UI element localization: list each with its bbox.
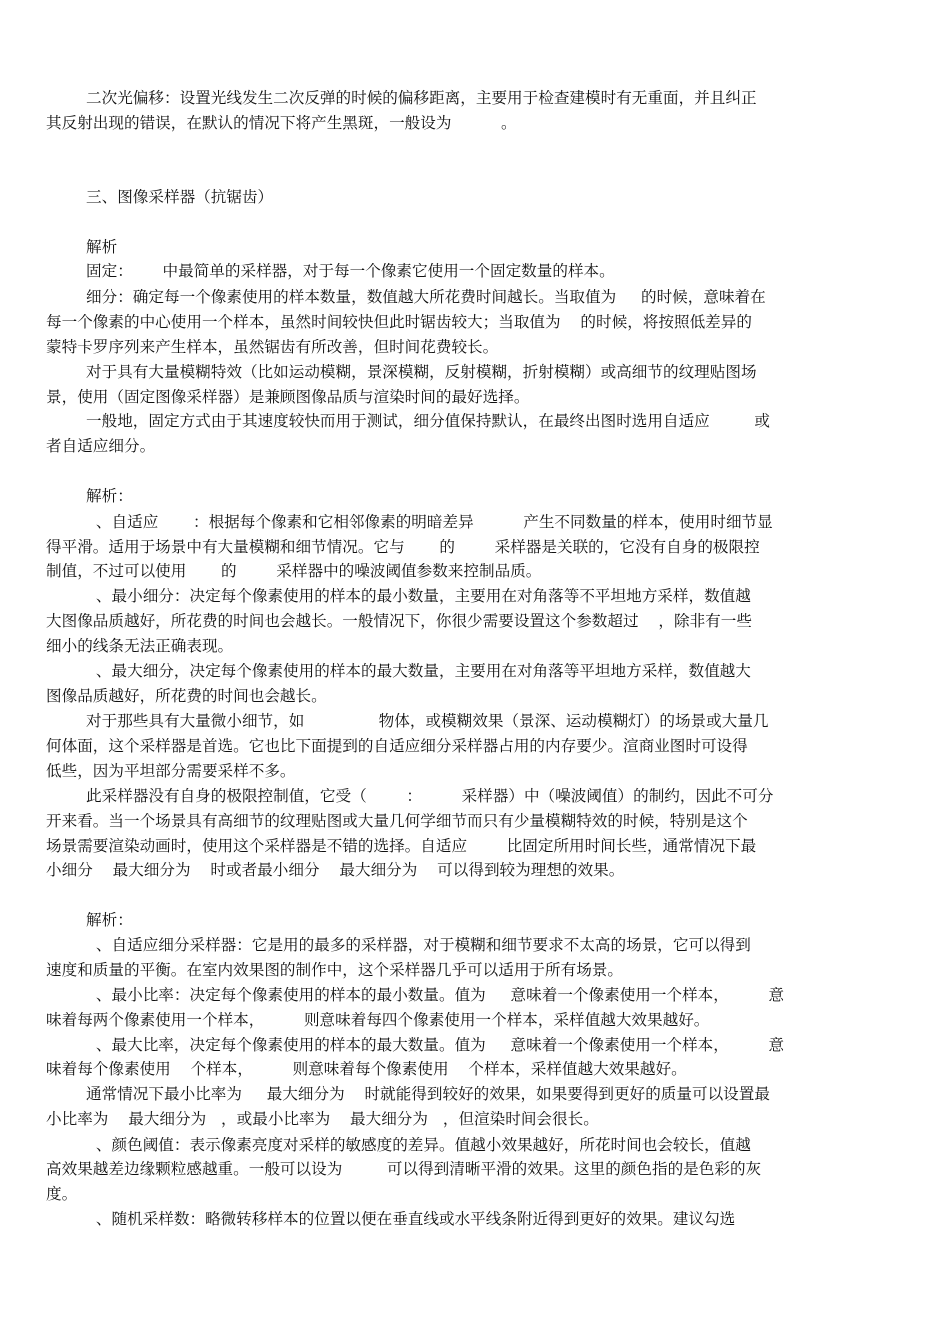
text-line: 图像品质越好，所花费的时间也会越长。 xyxy=(46,687,327,705)
text-line: 度。 xyxy=(46,1185,78,1203)
text-line: 此采样器没有自身的极限控制值，它受（ ： 采样器）中（噪波阈值）的制约，因此不可分 xyxy=(86,787,774,805)
text-line: 、最大细分，决定每个像素使用的样本的最大数量，主要用在对角落等平坦地方采样，数值越大 xyxy=(86,662,751,680)
text-line: 、最小比率：决定每个像素使用的样本的最小数量。值为 意味着一个像素使用一个样本， 意 xyxy=(86,986,785,1004)
text-line: 、自适应 ：根据每个像素和它相邻像素的明暗差异 产生不同数量的样本，使用时细节显 xyxy=(86,513,773,531)
text-line: 解析 xyxy=(86,238,118,256)
text-line: 解析： xyxy=(86,487,133,505)
text-line: 一般地，固定方式由于其速度较快而用于测试，细分值保持默认，在最终出图时选用自适应 或 xyxy=(86,412,770,430)
text-line: 二次光偏移：设置光线发生二次反弹的时候的偏移距离，主要用于检查建模时有无重面，并且纠正 xyxy=(86,89,757,107)
text-line: 蒙特卡罗序列来产生样本，虽然锯齿有所改善，但时间花费较长。 xyxy=(46,338,499,356)
text-line: 得平滑。适用于场景中有大量模糊和细节情况。它与 的 采样器是关联的，它没有自身的极限控 xyxy=(46,538,760,556)
text-line: 味着每个像素使用 个样本， 则意味着每个像素使用 个样本，采样值越大效果越好。 xyxy=(46,1060,687,1078)
text-line: 场景需要渲染动画时，使用这个采样器是不错的选择。自适应 比固定所用时间长些，通常情况下最 xyxy=(46,837,757,855)
text-line: 、最大比率，决定每个像素使用的样本的最大数量。值为 意味着一个像素使用一个样本， 意 xyxy=(86,1036,785,1054)
text-line: 大图像品质越好，所花费的时间也会越长。一般情况下，你很少需要设置这个参数超过 ，除非有一些 xyxy=(46,612,752,630)
text-line: 小比率为 最大细分为 ，或最小比率为 最大细分为 ，但渲染时间会很长。 xyxy=(46,1110,599,1128)
text-line: 景，使用（固定图像采样器）是兼顾图像品质与渲染时间的最好选择。 xyxy=(46,388,530,406)
text-line: 、自适应细分采样器：它是用的最多的采样器，对于模糊和细节要求不太高的场景，它可以得到 xyxy=(86,936,751,954)
text-line: 低些，因为平坦部分需要采样不多。 xyxy=(46,762,296,780)
text-line: 、最小细分：决定每个像素使用的样本的最小数量，主要用在对角落等不平坦地方采样，数值越 xyxy=(86,587,751,605)
text-line: 味着每两个像素使用一个样本， 则意味着每四个像素使用一个样本，采样值越大效果越好。 xyxy=(46,1011,710,1029)
text-line: 通常情况下最小比率为 最大细分为 时就能得到较好的效果，如果要得到更好的质量可以设置最 xyxy=(86,1085,770,1103)
text-line: 、随机采样数：略微转移样本的位置以便在垂直线或水平线条附近得到更好的效果。建议勾选 xyxy=(86,1210,736,1228)
text-line: 对于具有大量模糊特效（比如运动模糊，景深模糊，反射模糊，折射模糊）或高细节的纹理贴图场 xyxy=(86,363,757,381)
text-line: 制值，不过可以使用 的 采样器中的噪波阈值参数来控制品质。 xyxy=(46,562,542,580)
text-line: 每一个像素的中心使用一个样本，虽然时间较快但此时锯齿较大；当取值为 的时候，将按照低差异的 xyxy=(46,313,752,331)
text-line: 高效果越差边缘颗粒感越重。一般可以设为 可以得到清晰平滑的效果。这里的颜色指的是色彩的灰 xyxy=(46,1160,762,1178)
text-line: 对于那些具有大量微小细节，如 物体，或模糊效果（景深、运动模糊灯）的场景或大量几 xyxy=(86,712,769,730)
text-line: 速度和质量的平衡。在室内效果图的制作中，这个采样器几乎可以适用于所有场景。 xyxy=(46,961,623,979)
text-line: 细小的线条无法正确表现。 xyxy=(46,637,234,655)
text-line: 固定： 中最简单的采样器，对于每一个像素它使用一个固定数量的样本。 xyxy=(86,262,615,280)
text-line: 何体面，这个采样器是首选。它也比下面提到的自适应细分采样器占用的内存要少。渲商业图时可设得 xyxy=(46,737,748,755)
section-heading: 三、图像采样器（抗锯齿） xyxy=(86,188,274,206)
text-line: 解析： xyxy=(86,911,133,929)
text-line: 其反射出现的错误，在默认的情况下将产生黑斑，一般设为 。 xyxy=(46,114,517,132)
text-line: 者自适应细分。 xyxy=(46,437,156,455)
text-line: 开来看。当一个场景具有高细节的纹理贴图或大量几何学细节而只有少量模糊特效的时候，特别是这个 xyxy=(46,812,748,830)
text-line: 、颜色阈值：表示像素亮度对采样的敏感度的差异。值越小效果越好，所花时间也会较长，值越 xyxy=(86,1136,751,1154)
text-line: 细分：确定每一个像素使用的样本数量，数值越大所花费时间越长。当取值为 的时候，意味着在 xyxy=(86,288,766,306)
text-line: 小细分 最大细分为 时或者最小细分 最大细分为 可以得到较为理想的效果。 xyxy=(46,861,625,879)
